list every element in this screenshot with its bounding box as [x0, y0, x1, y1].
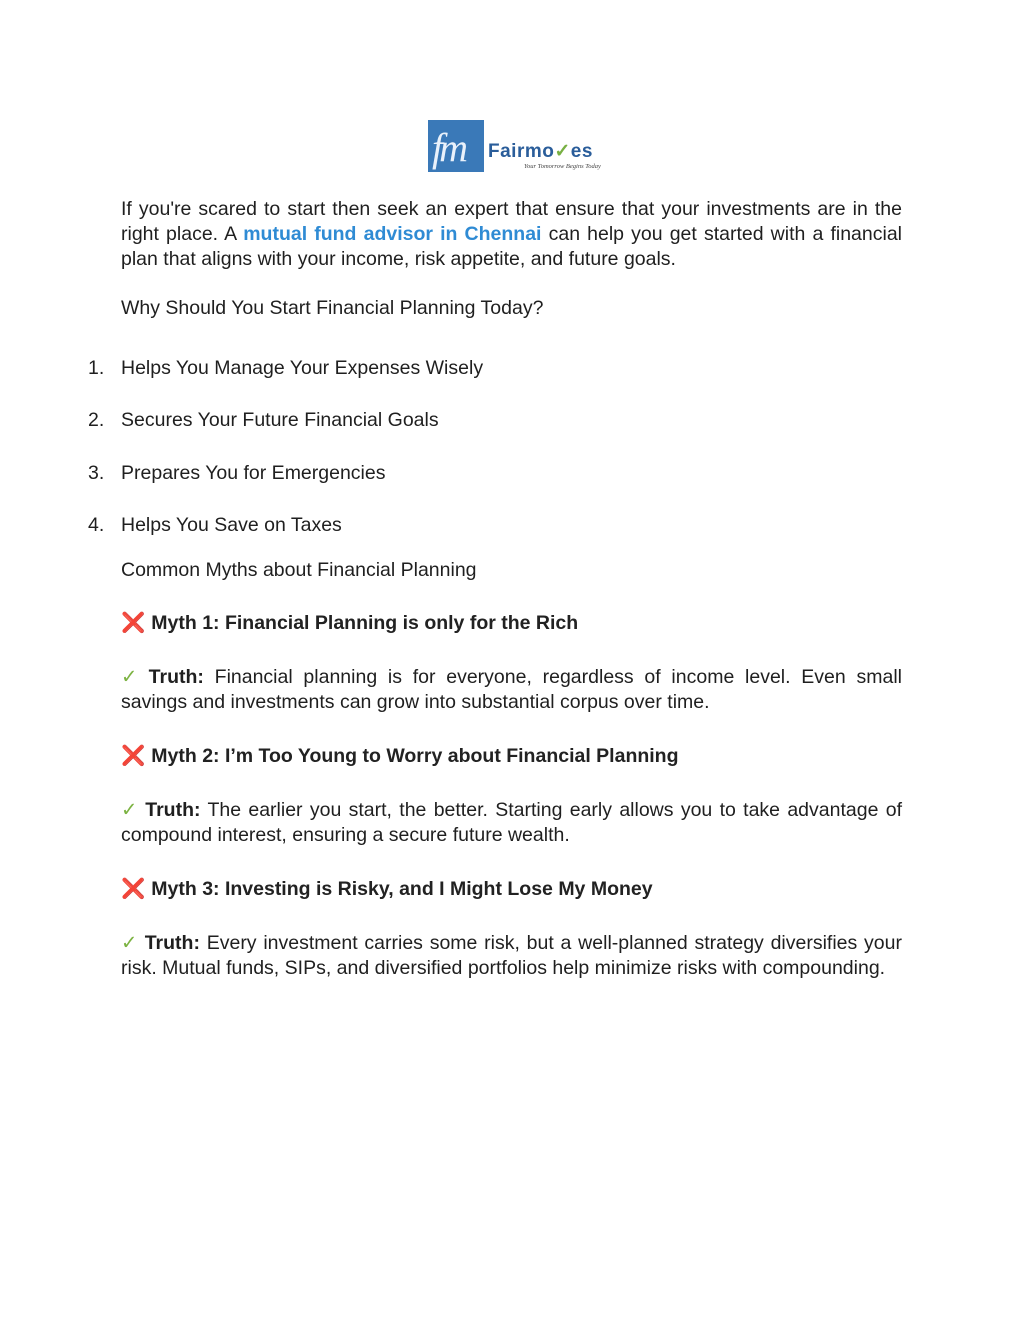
list-item-number: 1. [88, 357, 105, 379]
truth-paragraph [121, 931, 902, 981]
list-item-number: 3. [88, 462, 105, 484]
myth-heading [121, 877, 653, 901]
list-item: Secures Your Future Financial Goals [121, 409, 439, 431]
list-item: Prepares You for Emergencies [121, 462, 386, 484]
cross-icon: ❌ [121, 745, 146, 767]
myth-heading [121, 611, 578, 635]
intro-text-after: can help you get started with a financial plan that aligns with your income, risk appetite, and future goals. [121, 223, 902, 270]
truth-label: Truth: [148, 666, 204, 688]
myths-heading: Common Myths about Financial Planning [121, 559, 477, 581]
list-item: Helps You Manage Your Expenses Wisely [121, 357, 484, 379]
check-icon: ✓ [121, 666, 143, 688]
myth-text: Myth 2: I’m Too Young to Worry about Financial Planning [151, 745, 679, 767]
logo-tagline: Your Tomorrow Begins Today [524, 163, 601, 170]
intro-paragraph [121, 197, 902, 272]
myth-heading [121, 744, 679, 768]
logo-mark-text: fm [432, 125, 464, 170]
logo-wordmark-prefix: Fairmo [488, 141, 555, 162]
truth-text: Financial planning is for everyone, regardless of income level. Even small savings and investments can grow into substantial corpus over time. [121, 666, 902, 713]
logo-wordmark-suffix: es [570, 141, 593, 162]
truth-label: Truth: [145, 799, 201, 821]
mutual-fund-advisor-link[interactable]: mutual fund advisor in Chennai [243, 223, 542, 245]
truth-text: The earlier you start, the better. Starting early allows you to take advantage of compound interest, ensuring a secure future wealth. [121, 799, 902, 846]
why-heading: Why Should You Start Financial Planning Today? [121, 297, 544, 319]
list-item-number: 2. [88, 409, 105, 431]
truth-text: Every investment carries some risk, but a well-planned strategy diversifies your risk. Mutual funds, SIPs, and diversified portfolios help minimize risks with compounding. [121, 932, 902, 979]
myth-text: Myth 3: Investing is Risky, and I Might Lose My Money [151, 878, 653, 900]
check-icon: ✓ [121, 799, 140, 821]
truth-paragraph [121, 798, 902, 848]
logo-mark [428, 120, 484, 172]
logo-wordmark [488, 140, 593, 163]
cross-icon: ❌ [121, 878, 146, 900]
logo-check-icon: ✓ [554, 141, 571, 162]
list-item-number: 4. [88, 514, 105, 536]
intro-text-before: If you're scared to start then seek an expert that ensure that your investments are in the right place. A [121, 198, 902, 245]
cross-icon: ❌ [121, 612, 146, 634]
check-icon: ✓ [121, 932, 139, 954]
list-item: Helps You Save on Taxes [121, 514, 342, 536]
fairmoves-logo [428, 118, 600, 176]
myth-text: Myth 1: Financial Planning is only for the Rich [151, 612, 579, 634]
truth-label: Truth: [144, 932, 200, 954]
truth-paragraph [121, 665, 902, 715]
